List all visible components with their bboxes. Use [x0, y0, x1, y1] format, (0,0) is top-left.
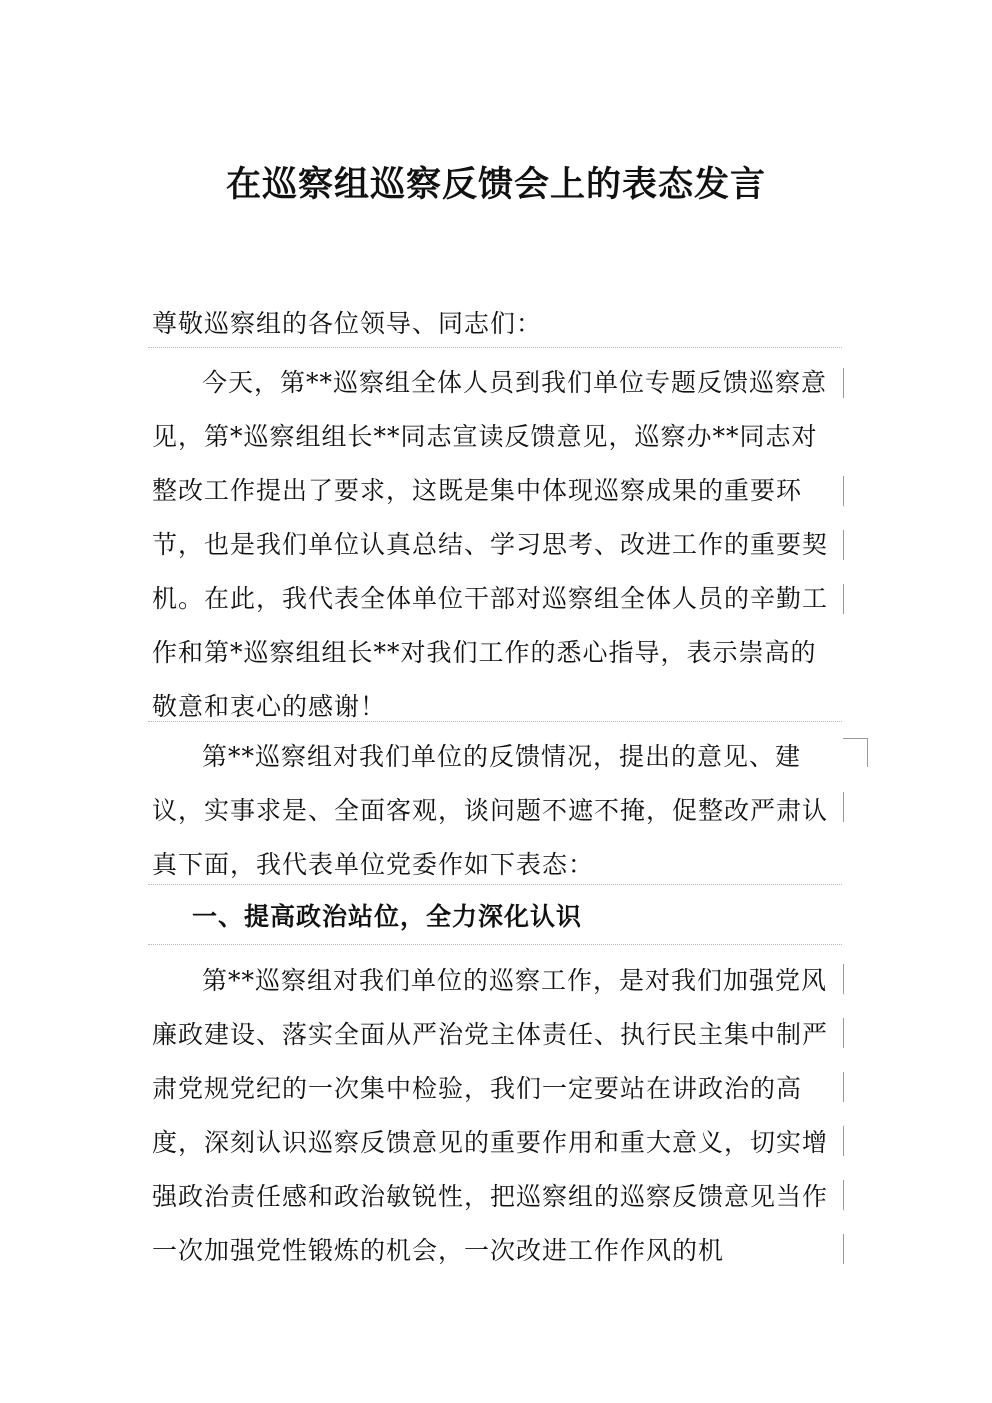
line-end-mark	[843, 530, 844, 560]
line-end-mark	[843, 964, 844, 994]
line-end-mark	[843, 1072, 844, 1102]
line-end-mark	[843, 476, 844, 506]
section-paragraph: 第**巡察组对我们单位的巡察工作，是对我们加强党风廉政建设、落实全面从严治党主体责任、执行民主集中制严肃党规党纪的一次集中检验，我们一定要站在讲政治的高度，深刻认识巡察反馈意见的重要作用和重大意义，切实增强政治责任感和政治敏锐性，把巡察组的巡察反馈意见当作一次加强党性锻炼的机会，一次改进工作作风的机	[152, 966, 829, 1265]
paragraph-divider	[148, 944, 842, 945]
salutation: 尊敬巡察组的各位领导、同志们：	[152, 309, 543, 338]
paragraph-divider	[148, 884, 842, 885]
line-end-mark	[843, 1180, 844, 1210]
paragraph-divider	[148, 347, 842, 348]
line-end-mark	[843, 584, 844, 614]
line-end-mark	[843, 1234, 844, 1264]
opening-paragraph: 今天，第**巡察组全体人员到我们单位专题反馈巡察意见，第*巡察组组长**同志宣读反馈意见，巡察办**同志对整改工作提出了要求，这既是集中体现巡察成果的重要环节，也是我们单位认真总结、学习思考、改进工作的重要契机。在此，我代表全体单位干部对巡察组全体人员的辛勤工作和第*巡察组组长**对我们工作的悉心指导，表示崇高的敬意和衷心的感谢！	[152, 368, 829, 721]
corner-mark	[843, 738, 868, 767]
line-end-mark	[843, 792, 844, 822]
document-title: 在巡察组巡察反馈会上的表态发言	[225, 164, 766, 205]
paragraph-divider	[148, 721, 842, 722]
line-end-mark	[843, 1126, 844, 1156]
feedback-paragraph: 第**巡察组对我们单位的反馈情况，提出的意见、建议，实事求是、全面客观，谈问题不遮不掩，促整改严肃认真下面，我代表单位党委作如下表态：	[152, 742, 829, 879]
line-end-mark	[843, 368, 844, 398]
line-end-mark	[843, 1018, 844, 1048]
section-heading: 一、提高政治站位，全力深化认识	[192, 902, 583, 931]
